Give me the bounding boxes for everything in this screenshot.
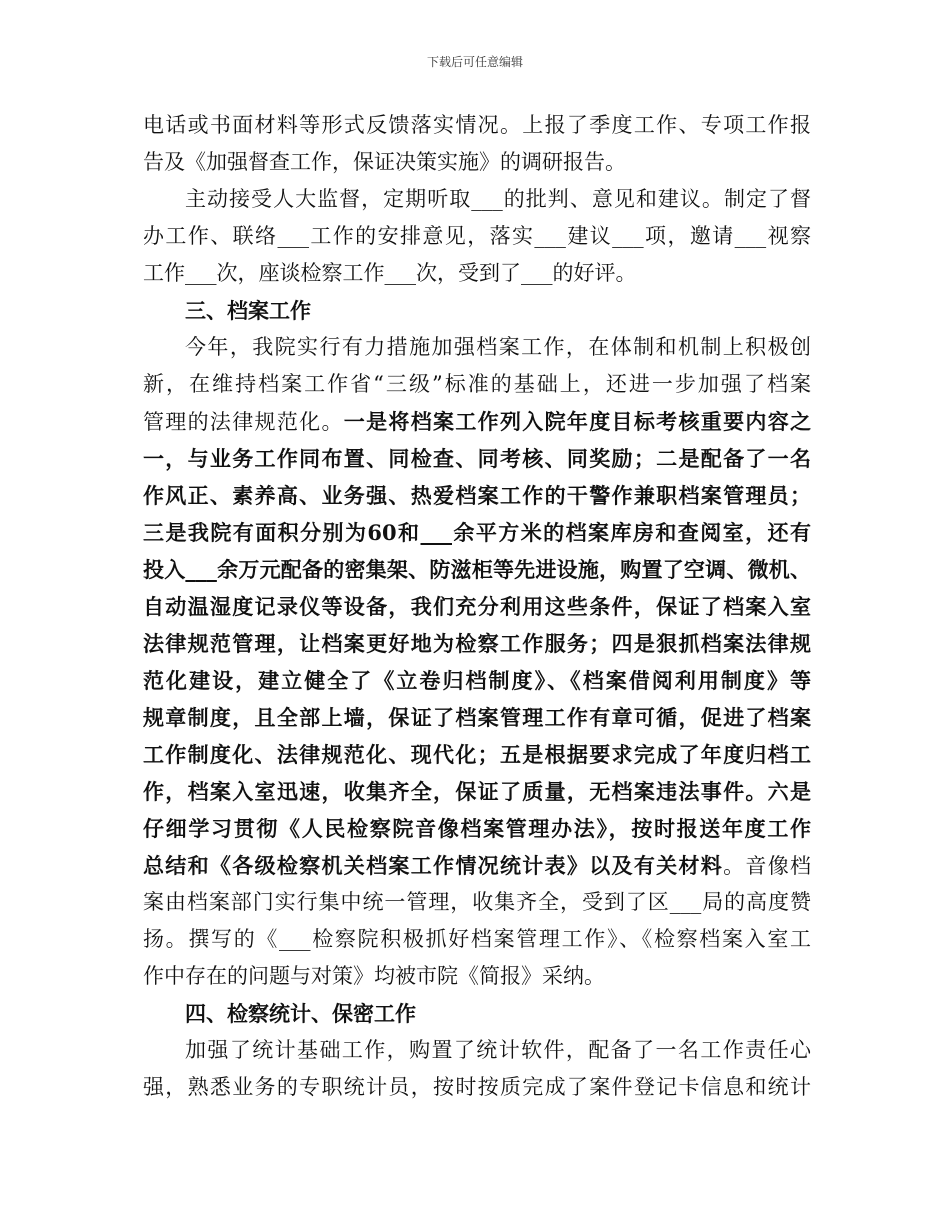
paragraph-line: 工作制度化、法律规范化、现代化；五是根据要求完成了年度归档工	[143, 742, 811, 767]
paragraph-line: 作风正、素养高、业务强、热爱档案工作的干警作兼职档案管理员；	[143, 483, 811, 508]
paragraph-line: 自动温湿度记录仪等设备，我们充分利用这些条件，保证了档案入室	[143, 594, 811, 619]
normal-text: 。音像档	[723, 854, 812, 878]
paragraph-line-mixed	[143, 403, 811, 440]
document-body	[143, 107, 811, 1106]
page-header: 下载后可任意编辑	[426, 55, 523, 69]
paragraph-line: 一，与业务工作同布置、同检查、同考核、同奖励；二是配备了一名	[143, 446, 811, 471]
paragraph-line: 三是我院有面积分别为60和___余平方米的档案库房和查阅室，还有	[143, 520, 811, 545]
paragraph-line: 范化建设，建立健全了《立卷归档制度》、《档案借阅利用制度》等	[143, 668, 811, 693]
paragraph-line: 工作___次，座谈检察工作___次，受到了___的好评。	[143, 261, 637, 285]
paragraph-line: 投入___余万元配备的密集架、防滋柜等先进设施，购置了空调、微机、	[143, 557, 811, 582]
paragraph-line: 扬。撰写的《___检察院积极抓好档案管理工作》、《检察档案入室工	[143, 927, 811, 951]
paragraph-line: 加强了统计基础工作，购置了统计软件，配备了一名工作责任心	[185, 1038, 811, 1062]
paragraph-line: 办工作、联络___工作的安排意见，落实___建议___项，邀请___视察	[143, 224, 811, 248]
paragraph-line: 法律规范管理，让档案更好地为检察工作服务；四是狠抓档案法律规	[143, 631, 811, 656]
paragraph-line: 强，熟悉业务的专职统计员，按时按质完成了案件登记卡信息和统计	[143, 1075, 811, 1099]
paragraph-line: 今年，我院实行有力措施加强档案工作，在体制和机制上积极创	[185, 335, 811, 359]
paragraph-line: 新，在维持档案工作省“三级”标准的基础上，还进一步加强了档案	[143, 372, 811, 396]
paragraph-line: 作，档案入室迅速，收集齐全，保证了质量，无档案违法事件。六是	[143, 779, 811, 804]
section-heading: 三、档案工作	[185, 298, 311, 323]
paragraph-line: 作中存在的问题与对策》均被市院《简报》采纳。	[143, 964, 605, 988]
paragraph-line-mixed	[143, 847, 811, 884]
normal-text: 管理的法律规范化。	[143, 410, 344, 434]
bold-text: 总结和《各级检察机关档案工作情况统计表》以及有关材料	[143, 853, 724, 878]
section-heading: 四、检察统计、保密工作	[185, 1001, 416, 1026]
paragraph-line: 规章制度，且全部上墙，保证了档案管理工作有章可循，促进了档案	[143, 705, 811, 730]
paragraph-line: 主动接受人大监督，定期听取___的批判、意见和建议。制定了督	[185, 187, 811, 211]
paragraph-line: 案由档案部门实行集中统一管理，收集齐全，受到了区___局的高度赞	[143, 890, 811, 914]
paragraph-line: 仔细学习贯彻《人民检察院音像档案管理办法》，按时报送年度工作	[143, 816, 811, 841]
paragraph-line: 电话或书面材料等形式反馈落实情况。上报了季度工作、专项工作报	[143, 113, 811, 137]
paragraph-line: 告及《加强督查工作，保证决策实施》的调研报告。	[143, 150, 626, 174]
bold-text: 一是将档案工作列入院年度目标考核重要内容之	[343, 409, 812, 434]
